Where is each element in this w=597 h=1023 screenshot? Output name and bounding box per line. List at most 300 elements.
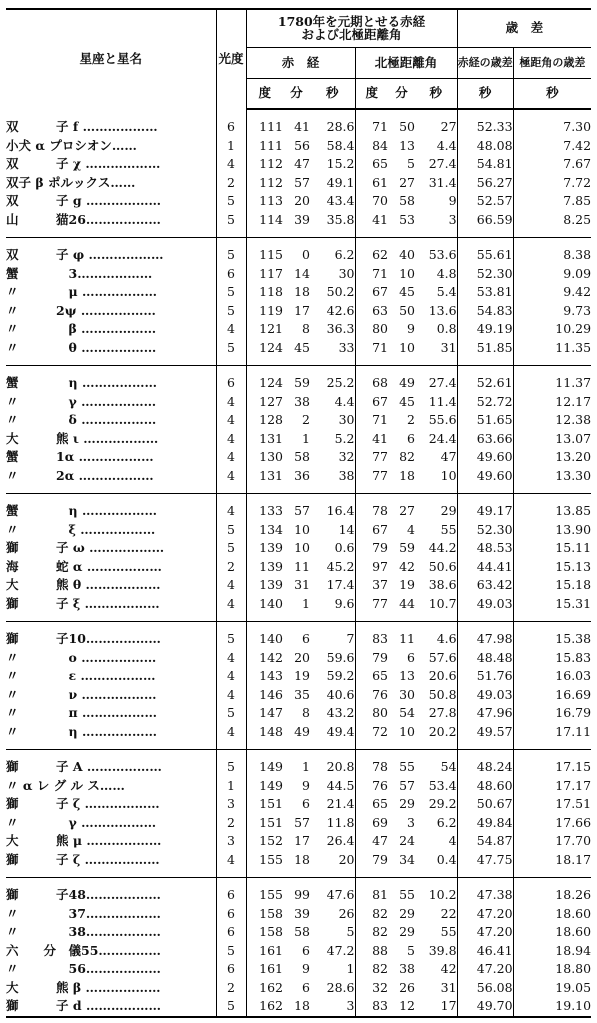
npd-arcmin-cell: 44 (399, 595, 415, 611)
star-name-cell: 〃 56……………… (6, 961, 161, 976)
ra-seconds-cell: 43.4 (326, 193, 355, 208)
star-name-cell: 海 蛇 α ……………… (6, 558, 162, 574)
star-name-cell: 双 子 φ ……………… (6, 247, 164, 262)
annual-ra-cell: 56.08 (457, 979, 513, 998)
ra-hours-cell: 158 (246, 923, 283, 942)
ra-minutes-cell: 56 (294, 137, 310, 153)
annual-ra-cell: 49.60 (457, 448, 513, 467)
magnitude-cell: 5 (216, 997, 246, 1017)
ra-minutes-cell: 36 (294, 467, 310, 483)
ra-minutes-cell: 41 (294, 119, 310, 134)
npd-degrees-cell: 67 (355, 283, 388, 302)
magnitude-cell: 2 (216, 814, 246, 833)
ra-minutes-cell: 39 (294, 211, 310, 227)
npd-arcmin-cell: 54 (399, 705, 415, 720)
ra-seconds-cell: 6.2 (334, 247, 355, 262)
magnitude-cell: 6 (216, 905, 246, 924)
npd-arcmin-cell: 40 (399, 247, 415, 262)
npd-degrees-cell: 47 (355, 832, 388, 851)
group-gap (6, 238, 591, 247)
ra-seconds-cell: 4.4 (334, 393, 355, 409)
star-name-cell: 蟹 1α ……………… (6, 449, 154, 464)
npd-arcmin-cell: 30 (399, 686, 415, 702)
annual-npd-cell: 18.17 (513, 851, 591, 870)
ra-seconds-cell: 30 (338, 265, 355, 281)
ra-minutes-cell: 19 (294, 668, 310, 683)
annual-ra-cell: 48.48 (457, 649, 513, 668)
header-coordinates-line2: および北極距離角 (301, 26, 402, 42)
ra-seconds-cell: 21.4 (326, 796, 355, 811)
ra-seconds-cell: 42.6 (326, 302, 355, 318)
ra-hours-cell: 152 (246, 832, 283, 851)
header-magnitude (216, 9, 246, 109)
ra-seconds-cell: 20.8 (326, 759, 355, 774)
table-row (6, 118, 591, 137)
table-row (6, 393, 591, 412)
unit-npd-arcsec: 秒 (415, 79, 457, 110)
unit-ra-seconds: 秒 (310, 79, 355, 110)
ra-minutes-cell: 6 (302, 631, 310, 646)
annual-ra-cell: 51.85 (457, 339, 513, 358)
ra-seconds-cell: 9.6 (334, 595, 355, 611)
group-gap (6, 366, 591, 375)
annual-ra-cell: 47.96 (457, 704, 513, 723)
ra-seconds-cell: 3 (310, 997, 355, 1017)
npd-arcmin-cell: 45 (399, 393, 415, 409)
star-name-cell: 〃 θ ……………… (6, 339, 157, 355)
unit-annual-ra-seconds: 秒 (457, 79, 513, 110)
ra-minutes-cell: 8 (302, 321, 310, 336)
npd-arcmin-cell: 50 (399, 119, 415, 134)
ra-hours-cell: 114 (246, 211, 283, 230)
npd-arcmin-cell: 50 (399, 302, 415, 318)
annual-ra-cell: 44.41 (457, 558, 513, 577)
annual-ra-cell: 52.72 (457, 393, 513, 412)
ra-seconds-cell: 50.2 (326, 284, 355, 299)
npd-degrees-cell: 41 (355, 430, 388, 449)
npd-arcmin-cell: 82 (399, 449, 415, 464)
annual-npd-cell: 11.35 (513, 339, 591, 358)
npd-arcsec-cell: 53.4 (428, 777, 457, 793)
magnitude-cell: 4 (216, 155, 246, 174)
ra-seconds-cell: 28.6 (326, 979, 355, 995)
star-name-cell: 獅 子48……………… (6, 887, 161, 902)
group-gap (6, 622, 591, 631)
npd-degrees-cell: 62 (355, 246, 388, 265)
ra-hours-cell: 112 (246, 155, 283, 174)
table-row (6, 374, 591, 393)
magnitude-cell: 4 (216, 595, 246, 614)
magnitude-cell: 4 (216, 649, 246, 668)
star-name-cell: 双 子 g ……………… (6, 193, 161, 208)
npd-arcsec-cell: 38.6 (428, 577, 457, 592)
ra-minutes-cell: 35 (294, 686, 310, 702)
ra-minutes-cell: 39 (294, 905, 310, 921)
table-row (6, 667, 591, 686)
npd-arcsec-cell: 10.7 (428, 595, 457, 611)
table-row (6, 211, 591, 230)
ra-hours-cell: 133 (246, 502, 283, 521)
table-row (6, 320, 591, 339)
annual-npd-cell: 18.80 (513, 960, 591, 979)
ra-seconds-cell: 43.2 (326, 705, 355, 720)
header-constellation-star: 星座と星名 (6, 9, 216, 109)
ra-minutes-cell: 47 (294, 156, 310, 171)
npd-arcsec-cell: 13.6 (428, 302, 457, 318)
annual-ra-cell: 47.20 (457, 923, 513, 942)
npd-arcmin-cell: 11 (399, 631, 415, 646)
ra-seconds-cell: 58.4 (326, 137, 355, 153)
star-name-cell: 双 子 χ ……………… (6, 156, 161, 171)
npd-degrees-cell: 67 (355, 521, 388, 540)
magnitude-cell: 4 (216, 851, 246, 870)
npd-arcsec-cell: 42 (440, 961, 457, 976)
table-row (6, 576, 591, 595)
annual-npd-cell: 15.13 (513, 558, 591, 577)
star-name-cell: 獅 子 ξ ……………… (6, 595, 160, 611)
annual-npd-cell: 17.15 (513, 758, 591, 777)
npd-arcsec-cell: 29.2 (428, 796, 457, 811)
unit-ra-minutes: 分 (283, 79, 310, 110)
ra-hours-cell: 155 (246, 851, 283, 870)
npd-arcmin-cell: 10 (399, 723, 415, 739)
ra-seconds-cell: 44.5 (326, 777, 355, 793)
annual-npd-cell: 16.79 (513, 704, 591, 723)
group-separator (6, 485, 591, 494)
ra-hours-cell: 147 (246, 704, 283, 723)
star-name-cell: 〃 η ……………… (6, 723, 157, 739)
magnitude-cell: 5 (216, 704, 246, 723)
annual-npd-cell: 9.73 (513, 302, 591, 321)
npd-arcsec-cell: 39.8 (428, 942, 457, 958)
ra-hours-cell: 134 (246, 521, 283, 540)
annual-ra-cell: 48.08 (457, 137, 513, 156)
ra-minutes-cell: 2 (302, 412, 310, 427)
magnitude-cell: 5 (216, 539, 246, 558)
table-row (6, 283, 591, 302)
annual-ra-cell: 63.66 (457, 430, 513, 449)
npd-degrees-cell: 84 (355, 137, 388, 156)
magnitude-cell: 4 (216, 320, 246, 339)
npd-degrees-cell: 77 (355, 595, 388, 614)
npd-degrees-cell: 80 (355, 704, 388, 723)
magnitude-cell: 3 (216, 795, 246, 814)
magnitude-cell: 5 (216, 521, 246, 540)
table-row (6, 155, 591, 174)
table-row (6, 411, 591, 430)
magnitude-cell: 4 (216, 430, 246, 449)
ra-hours-cell: 112 (246, 174, 283, 193)
ra-minutes-cell: 8 (302, 705, 310, 720)
npd-arcsec-cell: 0.8 (436, 321, 457, 336)
annual-npd-cell: 7.42 (513, 137, 591, 156)
npd-arcsec-cell: 27.4 (428, 375, 457, 390)
annual-ra-cell: 48.53 (457, 539, 513, 558)
ra-seconds-cell: 16.4 (326, 503, 355, 518)
npd-arcmin-cell: 12 (388, 997, 415, 1017)
star-name-cell: 〃 μ ……………… (6, 284, 158, 299)
annual-ra-cell: 46.41 (457, 942, 513, 961)
npd-degrees-cell: 37 (355, 576, 388, 595)
npd-arcmin-cell: 26 (399, 979, 415, 995)
npd-arcsec-cell: 17 (415, 997, 457, 1017)
annual-ra-cell: 66.59 (457, 211, 513, 230)
npd-degrees-cell: 71 (355, 265, 388, 284)
table-row (6, 923, 591, 942)
star-name-cell: 蟹 3……………… (6, 265, 153, 281)
star-name-cell: 大 熊 θ ……………… (6, 577, 161, 592)
npd-arcmin-cell: 57 (399, 777, 415, 793)
star-name-cell: 〃 2ψ ……………… (6, 302, 156, 318)
npd-arcsec-cell: 50.6 (428, 558, 457, 574)
npd-arcsec-cell: 4.6 (436, 631, 457, 646)
star-name-cell: 〃 δ ……………… (6, 412, 157, 427)
magnitude-cell: 6 (216, 118, 246, 137)
ra-minutes-cell: 18 (294, 851, 310, 867)
npd-degrees-cell: 76 (355, 686, 388, 705)
annual-ra-cell: 48.24 (457, 758, 513, 777)
ra-hours-cell: 131 (246, 467, 283, 486)
ra-minutes-cell: 58 (294, 924, 310, 939)
magnitude-cell: 4 (216, 411, 246, 430)
npd-arcsec-cell: 27.8 (428, 705, 457, 720)
annual-ra-cell: 49.17 (457, 502, 513, 521)
npd-degrees-cell: 41 (355, 211, 388, 230)
table-row (6, 265, 591, 284)
npd-arcmin-cell: 34 (399, 851, 415, 867)
ra-seconds-cell: 7 (346, 631, 355, 646)
table-row (6, 467, 591, 486)
ra-minutes-cell: 57 (294, 814, 310, 830)
annual-npd-cell: 15.11 (513, 539, 591, 558)
npd-arcmin-cell: 19 (399, 577, 415, 592)
annual-ra-cell: 51.65 (457, 411, 513, 430)
npd-arcmin-cell: 9 (407, 321, 415, 336)
group-separator (6, 741, 591, 750)
annual-npd-cell: 19.10 (513, 997, 591, 1017)
npd-arcmin-cell: 42 (399, 558, 415, 574)
group-separator (6, 869, 591, 878)
ra-hours-cell: 128 (246, 411, 283, 430)
annual-npd-cell: 13.85 (513, 502, 591, 521)
table-row (6, 686, 591, 705)
magnitude-cell: 6 (216, 923, 246, 942)
npd-degrees-cell: 82 (355, 960, 388, 979)
ra-seconds-cell: 25.2 (326, 375, 355, 390)
npd-arcsec-cell: 11.4 (428, 393, 457, 409)
ra-minutes-cell: 9 (302, 777, 310, 793)
annual-ra-cell: 49.03 (457, 686, 513, 705)
ra-hours-cell: 119 (246, 302, 283, 321)
star-name-cell: 獅 子 d ……………… (6, 997, 216, 1017)
annual-npd-cell: 7.85 (513, 192, 591, 211)
ra-seconds-cell: 35.8 (326, 211, 355, 227)
annual-ra-cell: 49.03 (457, 595, 513, 614)
star-name-cell: 獅 子 ζ ……………… (6, 851, 160, 867)
magnitude-cell: 4 (216, 502, 246, 521)
header-north-polar-distance: 北極距離角 (355, 48, 457, 79)
unit-npd-arcmin: 分 (388, 79, 415, 110)
table-row (6, 246, 591, 265)
table-row (6, 302, 591, 321)
npd-arcmin-cell: 24 (399, 833, 415, 848)
npd-arcsec-cell: 29 (440, 503, 457, 518)
magnitude-cell: 4 (216, 576, 246, 595)
table-row (6, 521, 591, 540)
npd-arcmin-cell: 29 (399, 905, 415, 921)
ra-seconds-cell: 45.2 (326, 558, 355, 574)
ra-minutes-cell: 18 (294, 284, 310, 299)
group-gap (6, 109, 591, 118)
table-row (6, 886, 591, 905)
annual-npd-cell: 18.60 (513, 923, 591, 942)
magnitude-cell: 5 (216, 246, 246, 265)
table-row (6, 851, 591, 870)
npd-degrees-cell: 72 (355, 723, 388, 742)
magnitude-cell: 4 (216, 393, 246, 412)
npd-degrees-cell: 83 (355, 630, 388, 649)
magnitude-cell: 4 (216, 667, 246, 686)
star-name-cell: 獅 子10……………… (6, 631, 161, 646)
ra-hours-cell: 140 (246, 595, 283, 614)
ra-seconds-cell: 28.6 (326, 119, 355, 134)
ra-minutes-cell: 20 (294, 193, 310, 208)
header-annual-ra: 赤経の歳差 (457, 48, 513, 79)
magnitude-cell: 6 (216, 886, 246, 905)
magnitude-cell: 3 (216, 832, 246, 851)
ra-seconds-cell: 11.8 (326, 814, 355, 830)
ra-minutes-cell: 0 (302, 247, 310, 262)
ra-hours-cell: 127 (246, 393, 283, 412)
ra-hours-cell: 117 (246, 265, 283, 284)
annual-ra-cell: 63.42 (457, 576, 513, 595)
npd-degrees-cell: 71 (355, 118, 388, 137)
npd-arcsec-cell: 22 (440, 905, 457, 921)
npd-arcsec-cell: 27 (440, 119, 457, 134)
annual-npd-cell: 7.30 (513, 118, 591, 137)
npd-arcmin-cell: 27 (399, 174, 415, 190)
npd-arcsec-cell: 0.4 (436, 851, 457, 867)
star-name-cell: 双子 β ポルックス…… (6, 174, 136, 190)
header-coordinates-line1: 1780年を元期とせる赤経 (277, 14, 426, 29)
annual-npd-cell: 11.37 (513, 374, 591, 393)
ra-seconds-cell: 26 (338, 905, 355, 921)
magnitude-cell: 4 (216, 686, 246, 705)
ra-seconds-cell: 59.6 (326, 649, 355, 665)
star-name-cell: 〃 β ……………… (6, 321, 157, 336)
npd-arcsec-cell: 9 (448, 193, 457, 208)
ra-minutes-cell: 99 (294, 887, 310, 902)
table-row (6, 758, 591, 777)
annual-npd-cell: 18.94 (513, 942, 591, 961)
table-row (6, 723, 591, 742)
magnitude-cell: 2 (216, 174, 246, 193)
ra-minutes-cell: 6 (302, 796, 310, 811)
npd-arcmin-cell: 29 (399, 796, 415, 811)
table-row (6, 339, 591, 358)
npd-arcsec-cell: 57.6 (428, 649, 457, 665)
ra-minutes-cell: 20 (294, 649, 310, 665)
ra-minutes-cell: 18 (283, 997, 310, 1017)
annual-npd-cell: 9.09 (513, 265, 591, 284)
unit-npd-degrees: 度 (355, 79, 388, 110)
star-name-cell: 〃 ξ ……………… (6, 521, 156, 537)
ra-hours-cell: 155 (246, 886, 283, 905)
npd-degrees-cell: 77 (355, 448, 388, 467)
annual-ra-cell: 49.84 (457, 814, 513, 833)
npd-arcmin-cell: 49 (399, 375, 415, 390)
npd-arcmin-cell: 13 (399, 668, 415, 683)
npd-arcsec-cell: 55 (440, 924, 457, 939)
annual-npd-cell: 8.38 (513, 246, 591, 265)
npd-arcmin-cell: 6 (407, 430, 415, 446)
ra-seconds-cell: 15.2 (326, 156, 355, 171)
npd-degrees-cell: 77 (355, 467, 388, 486)
annual-ra-cell: 52.61 (457, 374, 513, 393)
annual-npd-cell: 17.11 (513, 723, 591, 742)
annual-ra-cell: 47.98 (457, 630, 513, 649)
ra-hours-cell: 115 (246, 246, 283, 265)
ra-hours-cell: 113 (246, 192, 283, 211)
star-name-cell: 〃 α レ グ ル ス…… (6, 777, 125, 793)
npd-degrees-cell: 70 (355, 192, 388, 211)
annual-ra-cell: 47.20 (457, 960, 513, 979)
ra-seconds-cell: 59.2 (326, 668, 355, 683)
star-name-cell: 〃 γ ……………… (6, 814, 157, 830)
annual-ra-cell: 52.30 (457, 521, 513, 540)
npd-arcmin-cell: 55 (399, 759, 415, 774)
annual-ra-cell: 55.61 (457, 246, 513, 265)
npd-arcmin-cell: 58 (399, 193, 415, 208)
ra-hours-cell: 111 (246, 137, 283, 156)
ra-minutes-cell: 58 (294, 449, 310, 464)
npd-degrees-cell: 67 (355, 393, 388, 412)
annual-npd-cell: 7.67 (513, 155, 591, 174)
npd-degrees-cell: 79 (355, 539, 388, 558)
annual-npd-cell: 18.60 (513, 905, 591, 924)
npd-degrees-cell: 79 (355, 649, 388, 668)
ra-minutes-cell: 17 (294, 833, 310, 848)
table-row (6, 137, 591, 156)
header-coordinates (246, 9, 457, 48)
ra-minutes-cell: 59 (294, 375, 310, 390)
magnitude-cell: 1 (216, 137, 246, 156)
npd-arcsec-cell: 50.8 (428, 686, 457, 702)
annual-ra-cell: 47.75 (457, 851, 513, 870)
npd-arcsec-cell: 53.6 (428, 247, 457, 262)
star-name-cell: 六 分 儀55…………… (6, 942, 161, 958)
table-row (6, 777, 591, 796)
npd-arcsec-cell: 20.6 (428, 668, 457, 683)
star-name-cell: 〃 38……………… (6, 924, 161, 939)
npd-degrees-cell: 71 (355, 339, 388, 358)
group-gap (6, 878, 591, 887)
annual-ra-cell: 49.19 (457, 320, 513, 339)
npd-arcmin-cell: 5 (407, 942, 415, 958)
npd-degrees-cell: 82 (355, 905, 388, 924)
npd-degrees-cell: 81 (355, 886, 388, 905)
magnitude-cell: 5 (216, 283, 246, 302)
npd-arcsec-cell: 31.4 (428, 174, 457, 190)
annual-ra-cell: 54.81 (457, 155, 513, 174)
star-name-cell: 大 熊 ι ……………… (6, 430, 159, 446)
npd-degrees-cell: 80 (355, 320, 388, 339)
ra-hours-cell: 149 (246, 758, 283, 777)
annual-npd-cell: 19.05 (513, 979, 591, 998)
annual-npd-cell: 9.42 (513, 283, 591, 302)
npd-degrees-cell: 65 (355, 155, 388, 174)
magnitude-cell: 6 (216, 374, 246, 393)
